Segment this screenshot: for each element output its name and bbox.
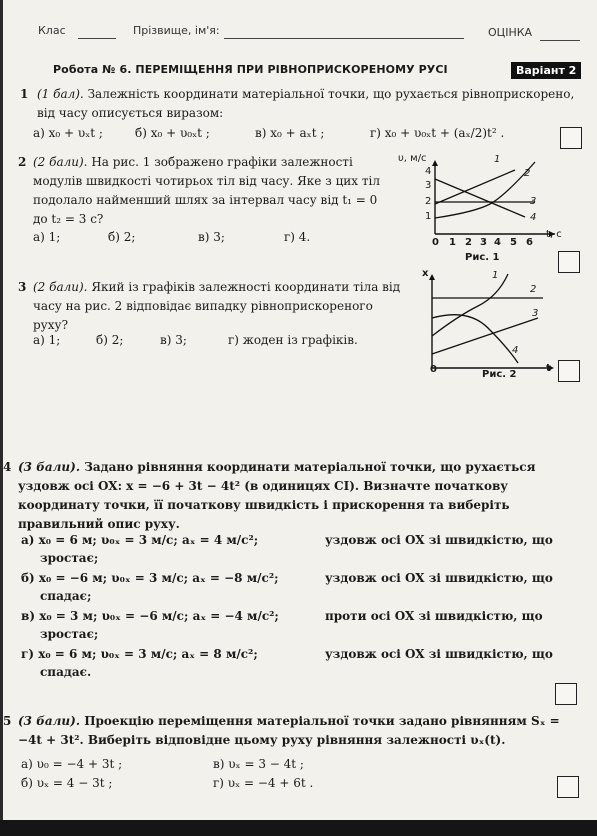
q1-text — [37, 85, 582, 123]
q4-text — [18, 458, 584, 534]
q2-question: На рис. 1 зображено графіки залежності модулів швидкості чотирьох тіл від часу. Яке з цих тіл подолало найменший шлях за інтервал часу від t₁ = 0 до t₂ = 3 с? — [33, 155, 380, 226]
fig2-curve-label-1: 1 — [492, 270, 499, 281]
q4-option-b-formula[interactable]: б) x₀ = −6 м; υ₀ₓ = 3 м/с; aₓ = −8 м/с²; — [21, 571, 279, 585]
q5-question: Проекцію переміщення матеріальної точки задано рівнянням Sₓ = −4t + 3t². Виберіть відповідне цьому руху рівняння залежності υₓ(t). — [18, 714, 560, 747]
fig2-curve-1 — [432, 274, 508, 336]
page-title: Робота № 6. ПЕРЕМІЩЕННЯ ПРИ РІВНОПРИСКОРЕНОМУ РУСІ — [53, 63, 448, 76]
figure-2 — [418, 268, 558, 376]
q4-option-g-desc: уздовж осі OX зі швидкістю, що — [325, 647, 553, 661]
q1-number: 1 — [20, 87, 29, 101]
q4-option-g-formula[interactable]: г) x₀ = 6 м; υ₀ₓ = 3 м/с; aₓ = 8 м/с²; — [21, 647, 258, 661]
fig1-xtick-1: 1 — [449, 237, 456, 248]
fig1-xtick-0: 0 — [432, 237, 439, 248]
q3-text — [33, 278, 403, 335]
class-label: Клас — [38, 24, 66, 37]
fig2-curve-3 — [432, 318, 538, 354]
q2-option-v[interactable]: в) 3; — [198, 230, 225, 244]
fig2-x-arrow — [429, 274, 435, 280]
fig1-curve-label-1: 1 — [494, 154, 501, 165]
q4-option-v-formula[interactable]: в) x₀ = 3 м; υ₀ₓ = −6 м/с; aₓ = −4 м/с²; — [21, 609, 279, 623]
q4-question: Задано рівняння координати матеріальної точки, що рухається уздовж осі OX: x = −6 + 3t − 4t² (в одиницях СІ). Визначте початкову координату точки, її початкову швидкість і прискорення та виберіть правильний опис руху. — [18, 460, 536, 531]
q5-option-a[interactable]: а) υ₀ = −4 + 3t ; — [21, 757, 123, 771]
q3-answer-box[interactable] — [558, 360, 580, 382]
grade-field[interactable] — [540, 40, 580, 41]
q3-option-v[interactable]: в) 3; — [160, 333, 187, 347]
fig1-xtick-6: 6 — [526, 237, 533, 248]
fig2-ylabel: x — [422, 268, 429, 279]
fig2-xlabel: t — [546, 363, 551, 374]
fig2-caption: Рис. 2 — [482, 369, 517, 380]
q5-number: 5 — [3, 714, 12, 728]
q1-question: Залежність координати матеріальної точки, що рухається рівноприскорено, від часу описується виразом: — [37, 87, 575, 120]
q5-text — [18, 712, 584, 750]
q1-option-b[interactable]: б) x₀ + υ₀ₓt ; — [135, 126, 210, 140]
class-field[interactable] — [78, 38, 116, 39]
fig1-ytick-2: 2 — [425, 196, 432, 207]
fig1-ytick-3: 3 — [425, 180, 432, 191]
q3-number: 3 — [18, 280, 27, 294]
q1-option-v[interactable]: в) x₀ + aₓt ; — [255, 126, 325, 140]
q5-option-v[interactable]: в) υₓ = 3 − 4t ; — [213, 757, 304, 771]
q4-option-a-desc: уздовж осі OX зі швидкістю, що — [325, 533, 553, 547]
q4-option-b-desc: уздовж осі OX зі швидкістю, що — [325, 571, 553, 585]
q1-option-a[interactable]: а) x₀ + υₓt ; — [33, 126, 103, 140]
q2-option-a[interactable]: а) 1; — [33, 230, 61, 244]
q2-text — [33, 153, 385, 229]
q1-answer-box[interactable] — [560, 127, 582, 149]
fig1-curve-label-2: 2 — [524, 168, 531, 179]
q4-option-b-tail: спадає; — [40, 589, 92, 603]
fig1-ytick-4: 4 — [425, 166, 432, 177]
q5-points: (3 бали). — [18, 714, 81, 728]
q4-option-v-desc: проти осі OX зі швидкістю, що — [325, 609, 543, 623]
fig1-xlabel: t, с — [546, 229, 562, 240]
q4-answer-box[interactable] — [555, 683, 577, 705]
q2-number: 2 — [18, 155, 27, 169]
q3-question: Який із графіків залежності координати тіла від часу на рис. 2 відповідає випадку рівноприскореного руху? — [33, 280, 401, 332]
q3-option-g[interactable]: г) жоден із графіків. — [228, 333, 358, 347]
figure-1 — [395, 152, 565, 267]
fig1-xtick-3: 3 — [480, 237, 487, 248]
q2-points: (2 бали). — [33, 155, 88, 169]
fig2-curve-label-3: 3 — [532, 308, 539, 319]
q1-option-g[interactable]: г) x₀ + υ₀ₓt + (aₓ/2)t² . — [370, 126, 505, 140]
fig2-curve-label-2: 2 — [530, 284, 537, 295]
fig1-curve-label-3: 3 — [530, 196, 537, 207]
fig2-origin: 0 — [430, 364, 437, 375]
fig1-ylabel: υ, м/с — [398, 153, 427, 164]
name-field[interactable] — [224, 38, 464, 39]
q2-option-b[interactable]: б) 2; — [108, 230, 136, 244]
fig1-ytick-1: 1 — [425, 211, 432, 222]
q4-option-v-tail: зростає; — [40, 627, 99, 641]
fig1-curve-label-4: 4 — [530, 212, 537, 223]
q3-points: (2 бали). — [33, 280, 88, 294]
fig1-curve-1 — [435, 162, 535, 218]
variant-badge: Варіант 2 — [511, 62, 581, 79]
page-left-edge — [0, 0, 3, 836]
q3-option-a[interactable]: а) 1; — [33, 333, 61, 347]
q5-answer-box[interactable] — [557, 776, 579, 798]
grade-label: ОЦІНКА — [488, 26, 533, 39]
q5-option-b[interactable]: б) υₓ = 4 − 3t ; — [21, 776, 113, 790]
name-label: Прізвище, ім'я: — [133, 24, 220, 37]
page-bottom-edge — [0, 820, 597, 836]
q4-points: (3 бали). — [18, 460, 81, 474]
q2-option-g[interactable]: г) 4. — [284, 230, 311, 244]
fig2-curve-label-4: 4 — [512, 345, 519, 356]
q4-number: 4 — [3, 460, 12, 474]
q1-points: (1 бал). — [37, 87, 84, 101]
fig1-xtick-5: 5 — [510, 237, 517, 248]
q3-option-b[interactable]: б) 2; — [96, 333, 124, 347]
q5-option-g[interactable]: г) υₓ = −4 + 6t . — [213, 776, 314, 790]
q4-option-a-formula[interactable]: а) x₀ = 6 м; υ₀ₓ = 3 м/с; aₓ = 4 м/с²; — [21, 533, 259, 547]
fig1-xtick-4: 4 — [494, 237, 501, 248]
q4-option-g-tail: спадає. — [40, 665, 92, 679]
fig1-curve-2 — [435, 170, 515, 204]
q4-option-a-tail: зростає; — [40, 551, 99, 565]
fig1-caption: Рис. 1 — [465, 252, 500, 263]
fig1-xtick-2: 2 — [465, 237, 472, 248]
fig1-y-arrow — [432, 160, 438, 166]
